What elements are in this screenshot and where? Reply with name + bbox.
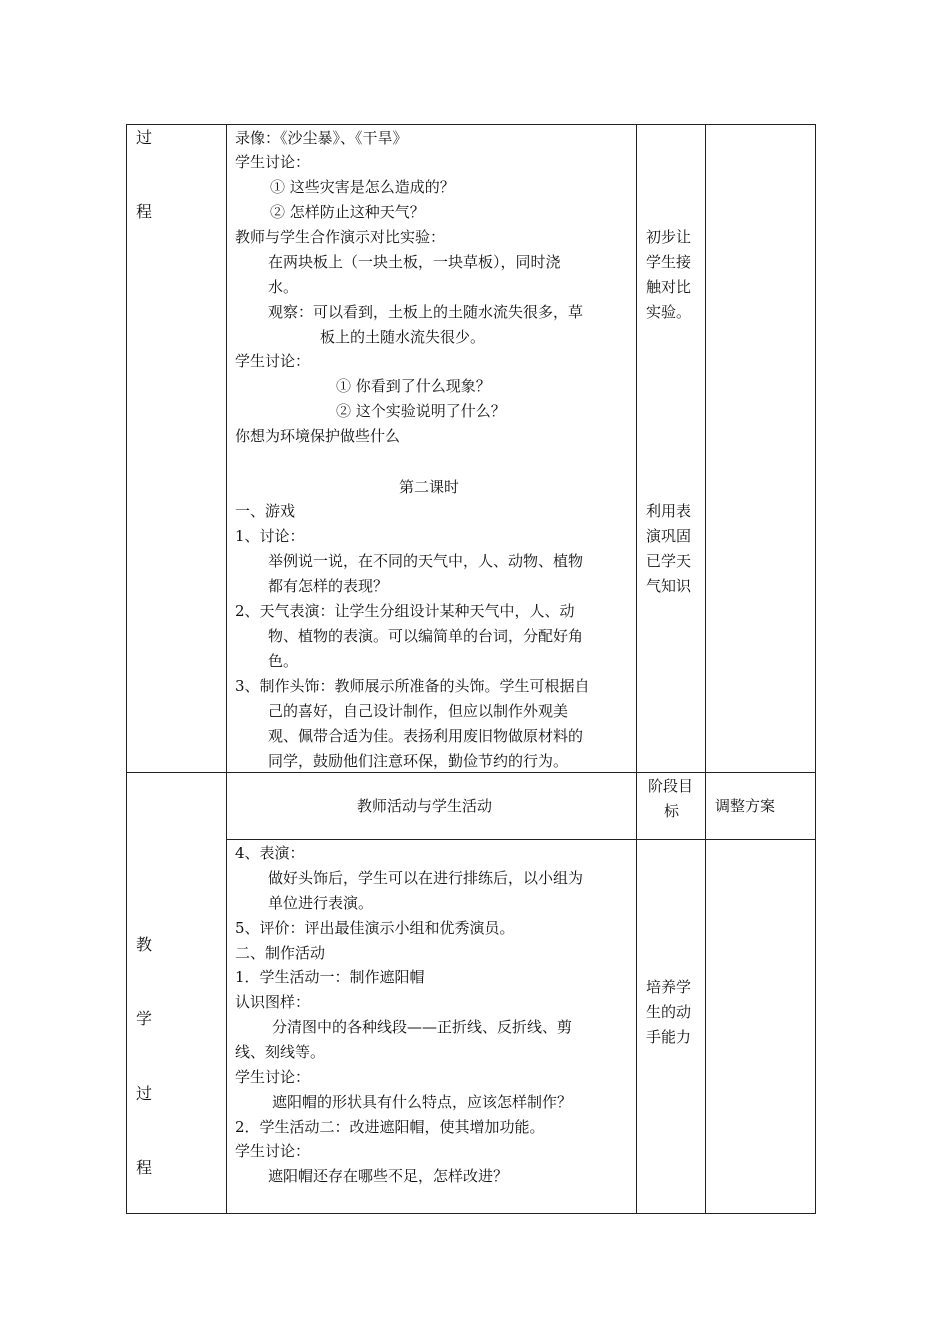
content-line: 录像：《沙尘暴》、《干旱》 bbox=[235, 129, 408, 147]
content-line: 观察：可以看到，土板上的土随水流失很多，草 bbox=[268, 303, 584, 321]
section-divider bbox=[126, 772, 816, 773]
content-line: 你想为环境保护做些什么 bbox=[235, 427, 401, 445]
content-line: 1．学生活动一：制作遮阳帽 bbox=[235, 968, 425, 986]
goal-line: 培养学 bbox=[646, 978, 692, 996]
section1-label-char: 过 bbox=[136, 128, 153, 147]
table-top-border bbox=[126, 124, 816, 125]
content-line: 遮阳帽还存在哪些不足，怎样改进？ bbox=[268, 1167, 509, 1185]
table-left-border bbox=[126, 124, 127, 1214]
content-line: 5、评价：评出最佳演示小组和优秀演员。 bbox=[235, 919, 515, 937]
goal-line: 演巩固 bbox=[646, 527, 692, 545]
content-line: 观、佩带合适为佳。表扬利用废旧物做原材料的 bbox=[268, 727, 584, 745]
goal-line: 触对比 bbox=[646, 278, 692, 296]
content-line: ① 你看到了什么现象？ bbox=[336, 377, 491, 395]
content-line: ① 这些灾害是怎么造成的？ bbox=[270, 178, 455, 196]
goal-line: 初步让 bbox=[646, 228, 692, 246]
content-line: 一、游戏 bbox=[235, 502, 296, 520]
content-line: 学生讨论： bbox=[235, 153, 311, 171]
content-line: 分清图中的各种线段——正折线、反折线、剪 bbox=[272, 1018, 573, 1036]
content-line: ② 这个实验说明了什么？ bbox=[336, 402, 506, 420]
content-line: 举例说一说，在不同的天气中，人、动物、植物 bbox=[268, 552, 584, 570]
content-line: 二、制作活动 bbox=[235, 944, 326, 962]
column-divider-1 bbox=[226, 124, 227, 1214]
header-goal: 标 bbox=[664, 802, 680, 820]
content-line: 单位进行表演。 bbox=[268, 894, 374, 912]
header-adjust: 调整方案 bbox=[715, 797, 776, 815]
content-line: 物、植物的表演。可以编简单的台词，分配好角 bbox=[268, 627, 584, 645]
header-row-divider bbox=[226, 839, 816, 840]
goal-line: 学生接 bbox=[646, 253, 692, 271]
goal-line: 实验。 bbox=[646, 303, 692, 321]
section2-label-char: 过 bbox=[136, 1084, 153, 1103]
content-line: 学生讨论： bbox=[235, 1142, 311, 1160]
table-right-border bbox=[815, 124, 816, 1214]
content-line: 1、讨论： bbox=[235, 527, 305, 545]
content-line: 色。 bbox=[268, 652, 299, 670]
goal-line: 手能力 bbox=[646, 1028, 692, 1046]
section2-label-char: 程 bbox=[136, 1158, 153, 1177]
section2-label-char: 学 bbox=[136, 1009, 153, 1028]
table-bottom-border bbox=[126, 1213, 816, 1214]
content-line: 3、制作头饰：教师展示所准备的头饰。学生可根据自 bbox=[235, 677, 590, 695]
content-line: 线、刻线等。 bbox=[235, 1043, 326, 1061]
content-line: 2、天气表演：让学生分组设计某种天气中，人、动 bbox=[235, 602, 575, 620]
column-divider-2 bbox=[636, 124, 637, 1214]
column-divider-3 bbox=[705, 124, 706, 1214]
goal-line: 气知识 bbox=[646, 577, 692, 595]
content-line: 学生讨论： bbox=[235, 352, 311, 370]
goal-line: 已学天 bbox=[646, 552, 692, 570]
header-goal: 阶段目 bbox=[648, 777, 694, 795]
content-line: 教师与学生合作演示对比实验： bbox=[235, 228, 446, 246]
content-line: 认识图样： bbox=[235, 993, 311, 1011]
content-line: 都有怎样的表现？ bbox=[268, 577, 389, 595]
section2-label-char: 教 bbox=[136, 935, 153, 954]
content-line: ② 怎样防止这种天气？ bbox=[270, 203, 425, 221]
lesson-heading: 第二课时 bbox=[399, 478, 460, 496]
content-line: 遮阳帽的形状具有什么特点，应该怎样制作？ bbox=[272, 1093, 573, 1111]
content-line: 学生讨论： bbox=[235, 1068, 311, 1086]
goal-line: 生的动 bbox=[646, 1003, 692, 1021]
content-line: 4、表演： bbox=[235, 844, 305, 862]
content-line: 板上的土随水流失很少。 bbox=[320, 328, 486, 346]
header-activity: 教师活动与学生活动 bbox=[357, 797, 493, 815]
goal-line: 利用表 bbox=[646, 502, 692, 520]
content-line: 做好头饰后，学生可以在进行排练后，以小组为 bbox=[268, 869, 584, 887]
section1-label-char: 程 bbox=[136, 202, 153, 221]
content-line: 己的喜好，自己设计制作，但应以制作外观美 bbox=[268, 702, 569, 720]
content-line: 水。 bbox=[268, 278, 299, 296]
content-line: 同学，鼓励他们注意环保，勤俭节约的行为。 bbox=[268, 752, 569, 770]
content-line: 在两块板上（一块土板，一块草板），同时浇 bbox=[268, 253, 561, 271]
content-line: 2．学生活动二：改进遮阳帽，使其增加功能。 bbox=[235, 1118, 545, 1136]
